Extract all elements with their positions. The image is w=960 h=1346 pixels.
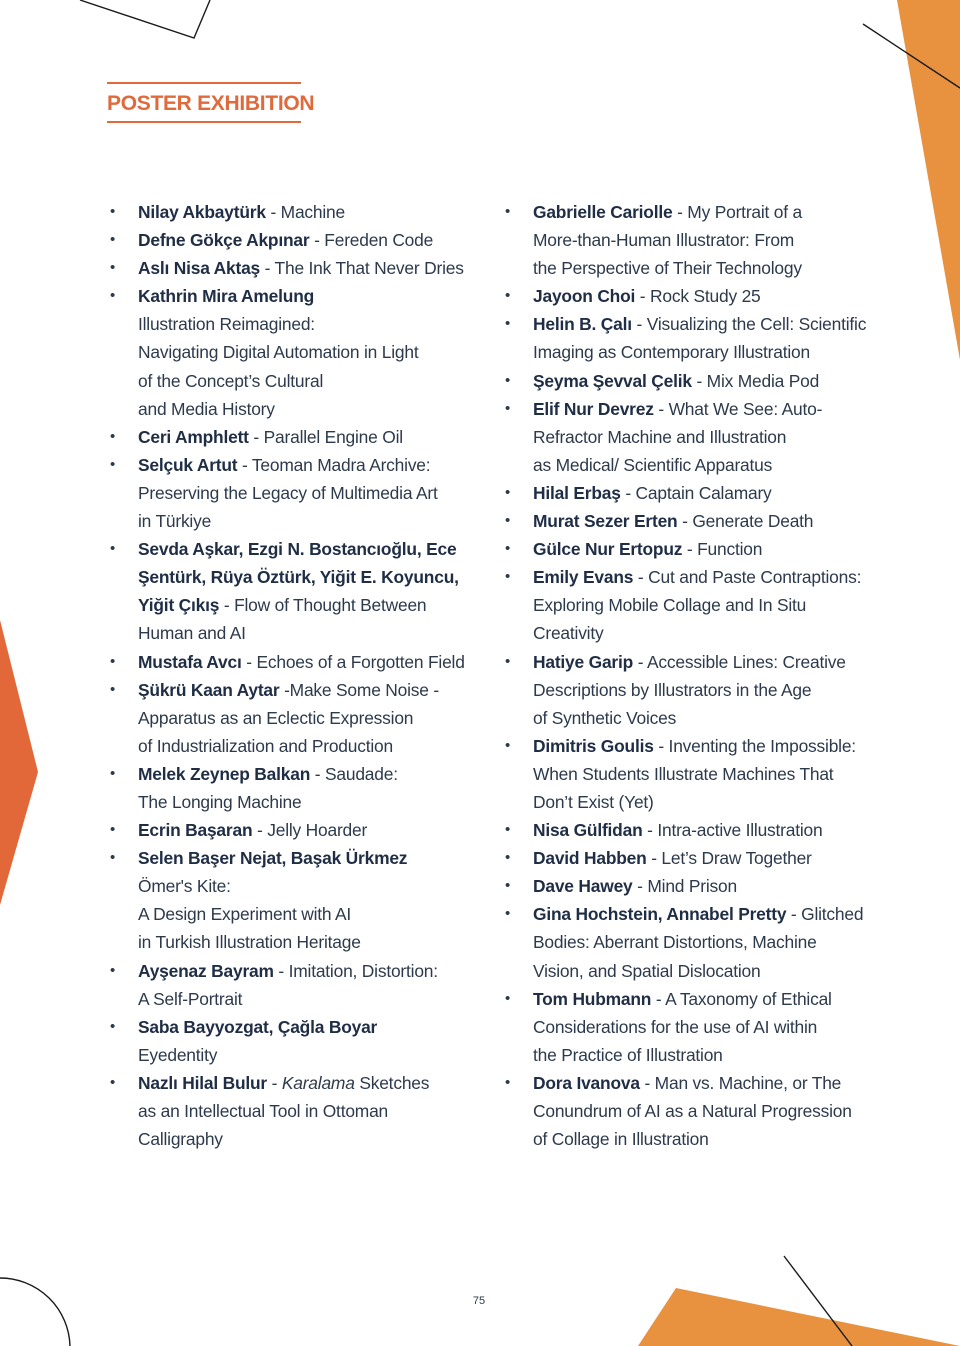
poster-title-line: of Industrialization and Production	[138, 735, 393, 756]
bullet-icon: •	[505, 287, 511, 305]
entry-line	[138, 591, 487, 619]
entry-line	[533, 844, 892, 872]
bullet-icon: •	[505, 371, 511, 389]
poster-title-line: Creativity	[533, 623, 604, 644]
participant-name: Tom Hubmann	[533, 988, 652, 1009]
entry-line	[138, 535, 487, 563]
poster-entry	[502, 367, 892, 395]
poster-entry	[502, 985, 892, 1069]
participant-name: Ceri Amphlett	[138, 426, 249, 447]
poster-title-line: the Practice of Illustration	[533, 1044, 723, 1065]
poster-title-line: of the Concept’s Cultural	[138, 370, 324, 391]
poster-entry	[502, 563, 892, 647]
entry-line	[533, 479, 892, 507]
poster-title-line: Imaging as Contemporary Illustration	[533, 342, 810, 363]
entry-line	[138, 254, 487, 282]
participant-name: Nilay Akbaytürk	[138, 202, 266, 222]
poster-entry	[107, 957, 487, 1013]
participant-name: Şentürk, Rüya Öztürk, Yiğit E. Koyuncu,	[138, 567, 459, 588]
poster-title-line: More-than-Human Illustrator: From	[533, 230, 795, 251]
top-left-line-ornament	[80, 0, 210, 38]
poster-entry	[502, 900, 892, 984]
poster-entry	[107, 535, 487, 647]
poster-title: - Accessible Lines: Creative	[633, 651, 846, 672]
poster-title: - Fereden Code	[309, 230, 434, 251]
poster-title: - Rock Study 25	[635, 286, 761, 307]
participant-name: Gülce Nur Ertopuz	[533, 539, 683, 560]
poster-title-line: Human and AI	[138, 623, 246, 644]
poster-entry	[107, 254, 487, 282]
entry-line	[533, 872, 892, 900]
bullet-icon: •	[110, 1017, 116, 1035]
poster-entry	[502, 816, 892, 844]
section-heading: POSTER EXHIBITION	[107, 82, 301, 123]
poster-entry	[107, 648, 487, 676]
entry-line	[138, 423, 487, 451]
entry-line	[533, 535, 892, 563]
poster-title-line: Ömer's Kite:	[138, 876, 231, 897]
participant-name: Saba Bayyozgat, Çağla Boyar	[138, 1016, 378, 1037]
poster-title: - Imitation, Distortion:	[273, 960, 438, 981]
bullet-icon: •	[110, 680, 116, 698]
bullet-icon: •	[110, 231, 116, 249]
poster-entry	[502, 872, 892, 900]
participant-name: Ayşenaz Bayram	[138, 960, 274, 981]
poster-entry	[502, 198, 892, 282]
participant-name: David Habben	[533, 848, 647, 869]
poster-title-line: The Longing Machine	[138, 791, 302, 812]
participant-name: Jayoon Choi	[533, 286, 636, 307]
participant-name: Sevda Aşkar, Ezgi N. Bostancıoğlu, Ece	[138, 539, 457, 560]
poster-title-line: Exploring Mobile Collage and In Situ	[533, 595, 807, 616]
left-orange-triangle	[0, 620, 38, 905]
poster-title-line: Illustration Reimagined:	[138, 314, 315, 335]
bullet-icon: •	[110, 455, 116, 473]
bullet-icon: •	[505, 540, 511, 558]
entry-line	[138, 451, 487, 479]
poster-title-line: of Collage in Illustration	[533, 1129, 709, 1150]
poster-entry	[107, 1013, 487, 1069]
participant-name: Yiğit Çıkış	[138, 595, 220, 616]
poster-title-line: Refractor Machine and Illustration	[533, 426, 787, 447]
participant-name: Kathrin Mira Amelung	[138, 286, 315, 307]
poster-entry	[107, 226, 487, 254]
entry-line	[138, 676, 487, 704]
entry-line	[138, 844, 487, 872]
poster-entry	[107, 760, 487, 816]
bottom-left-arc-ornament	[0, 1278, 70, 1346]
participant-name: Gina Hochstein, Annabel Pretty	[533, 904, 787, 925]
participant-name: Emily Evans	[533, 567, 634, 588]
bullet-icon: •	[505, 989, 511, 1007]
entry-line	[533, 816, 892, 844]
bullet-icon: •	[110, 961, 116, 979]
bullet-icon: •	[110, 540, 116, 558]
poster-title-line: Calligraphy	[138, 1129, 223, 1150]
poster-entry	[107, 816, 487, 844]
poster-title: Sketches	[354, 1072, 430, 1093]
poster-title: - Glitched	[786, 904, 864, 925]
poster-title: - Jelly Hoarder	[252, 820, 368, 841]
poster-title-line: as Medical/ Scientific Apparatus	[533, 454, 773, 475]
poster-entry	[502, 535, 892, 563]
entry-line	[138, 648, 487, 676]
bullet-icon: •	[110, 1073, 116, 1091]
poster-entry	[502, 282, 892, 310]
entry-line	[138, 198, 487, 226]
bullet-icon: •	[505, 568, 511, 586]
entry-line	[533, 507, 892, 535]
poster-entry	[107, 282, 487, 422]
entry-line	[533, 367, 892, 395]
poster-entry	[502, 310, 892, 366]
poster-title-line: Preserving the Legacy of Multimedia Art	[138, 482, 438, 503]
poster-title: - Teoman Madra Archive:	[237, 454, 431, 475]
participant-name: Nisa Gülfidan	[533, 820, 643, 841]
poster-entry	[502, 844, 892, 872]
bullet-icon: •	[110, 259, 116, 277]
entry-line	[138, 760, 487, 788]
bullet-icon: •	[505, 399, 511, 417]
poster-title: - Intra-active Illustration	[642, 820, 823, 841]
participant-name: Dave Hawey	[533, 876, 633, 897]
poster-title: - The Ink That Never Dries	[260, 258, 464, 279]
entry-line	[533, 198, 892, 226]
entry-line	[533, 648, 892, 676]
poster-title-line: Bodies: Aberrant Distortions, Machine	[533, 932, 817, 953]
bullet-icon: •	[110, 427, 116, 445]
bullet-icon: •	[505, 652, 511, 670]
entry-line	[533, 985, 892, 1013]
participant-name: Hilal Erbaş	[533, 482, 621, 503]
poster-title: - Inventing the Impossible:	[653, 735, 856, 756]
poster-entry	[107, 1069, 487, 1153]
poster-title: - Machine	[265, 202, 345, 222]
poster-title: - Parallel Engine Oil	[248, 426, 403, 447]
poster-entry	[502, 648, 892, 732]
entry-line	[533, 563, 892, 591]
poster-title-line: Don’t Exist (Yet)	[533, 791, 654, 812]
participant-name: Aslı Nisa Aktaş	[138, 258, 261, 279]
participant-name: Defne Gökçe Akpınar	[138, 230, 310, 251]
poster-title: - Generate Death	[677, 511, 814, 532]
participant-name: Dora Ivanova	[533, 1072, 640, 1093]
poster-title: - Cut and Paste Contraptions:	[633, 567, 862, 588]
poster-title-line: and Media History	[138, 398, 275, 419]
poster-entry	[502, 1069, 892, 1153]
poster-entry	[107, 676, 487, 760]
entry-line	[138, 563, 487, 591]
bullet-icon: •	[505, 849, 511, 867]
participant-name: Murat Sezer Erten	[533, 511, 678, 532]
page-number: 75	[472, 1295, 486, 1307]
poster-title-line: as an Intellectual Tool in Ottoman	[138, 1101, 389, 1121]
exhibitor-list-right	[502, 198, 892, 1153]
bullet-icon: •	[505, 736, 511, 754]
poster-title: - Function	[682, 539, 763, 560]
poster-title: - Captain Calamary	[620, 482, 772, 503]
entry-line	[533, 1069, 892, 1097]
bullet-icon: •	[505, 315, 511, 333]
entry-line	[138, 816, 487, 844]
bullet-icon: •	[505, 483, 511, 501]
poster-entry	[502, 395, 892, 479]
bullet-icon: •	[110, 652, 116, 670]
poster-title: - Man vs. Machine, or The	[639, 1072, 842, 1093]
entry-line	[533, 282, 892, 310]
entry-line	[533, 900, 892, 928]
participant-name: Selçuk Artut	[138, 454, 238, 475]
poster-entry	[107, 451, 487, 535]
entry-line	[138, 1013, 487, 1041]
poster-title: - What We See: Auto-	[653, 398, 823, 419]
bullet-icon: •	[110, 821, 116, 839]
poster-title-italic: Karalama	[281, 1072, 355, 1093]
participant-name: Dimitris Goulis	[533, 735, 654, 756]
participant-name: Helin B. Çalı	[533, 314, 632, 335]
bullet-icon: •	[505, 905, 511, 923]
bullet-icon: •	[505, 1073, 511, 1091]
poster-title-line: Considerations for the use of AI within	[533, 1016, 818, 1037]
poster-title-line: in Türkiye	[138, 511, 212, 532]
bullet-icon: •	[505, 512, 511, 530]
poster-title-line: the Perspective of Their Technology	[533, 258, 802, 279]
poster-title-line: Conundrum of AI as a Natural Progression	[533, 1101, 852, 1121]
poster-title: - My Portrait of a	[672, 202, 803, 222]
poster-title: - Mix Media Pod	[691, 370, 820, 391]
bullet-icon: •	[505, 821, 511, 839]
bullet-icon: •	[110, 203, 116, 220]
poster-title-line: Descriptions by Illustrators in the Age	[533, 679, 812, 700]
participant-name: Selen Başer Nejat, Başak Ürkmez	[138, 848, 408, 869]
poster-title-line: in Turkish Illustration Heritage	[138, 932, 361, 953]
exhibitor-list-left	[107, 198, 487, 1153]
participant-name: Hatiye Garip	[533, 651, 634, 672]
poster-title-line: When Students Illustrate Machines That	[533, 763, 834, 784]
entry-line	[533, 310, 892, 338]
poster-entry	[107, 844, 487, 956]
poster-title-line: Apparatus as an Eclectic Expression	[138, 707, 414, 728]
poster-entry	[107, 198, 487, 226]
poster-title: - Mind Prison	[632, 876, 737, 897]
poster-title-line: Navigating Digital Automation in Light	[138, 342, 419, 363]
entry-line	[138, 282, 487, 310]
poster-title-line: Vision, and Spatial Dislocation	[533, 960, 761, 981]
poster-title-line: Eyedentity	[138, 1044, 218, 1065]
bullet-icon: •	[110, 287, 116, 305]
poster-title: - Echoes of a Forgotten Field	[241, 651, 465, 672]
bullet-icon: •	[110, 764, 116, 782]
entry-line	[138, 1069, 487, 1097]
entry-line	[533, 732, 892, 760]
top-right-orange-shape	[897, 0, 960, 360]
title-separator: -	[266, 1072, 282, 1093]
participant-name: Ecrin Başaran	[138, 820, 253, 841]
poster-title: - Saudade:	[310, 763, 398, 784]
entry-line	[138, 957, 487, 985]
bullet-icon: •	[110, 849, 116, 867]
participant-name: Nazlı Hilal Bulur	[138, 1072, 267, 1093]
entry-line	[533, 395, 892, 423]
poster-title-line: A Self-Portrait	[138, 988, 243, 1009]
poster-title: - Let’s Draw Together	[646, 848, 812, 869]
participant-name: Şükrü Kaan Aytar	[138, 679, 280, 700]
participant-name: Şeyma Şevval Çelik	[533, 370, 692, 391]
bullet-icon: •	[505, 877, 511, 895]
poster-entry	[502, 507, 892, 535]
poster-entry	[502, 732, 892, 816]
participant-name: Gabrielle Cariolle	[533, 202, 673, 222]
poster-entry	[107, 423, 487, 451]
poster-title: -Make Some Noise -	[279, 679, 439, 700]
participant-name: Melek Zeynep Balkan	[138, 763, 311, 784]
poster-title: - Visualizing the Cell: Scientific	[631, 314, 867, 335]
poster-title-line: A Design Experiment with AI	[138, 904, 352, 925]
poster-entry	[502, 479, 892, 507]
entry-line	[138, 226, 487, 254]
bullet-icon: •	[505, 203, 511, 220]
poster-title: - A Taxonomy of Ethical	[651, 988, 832, 1009]
participant-name: Elif Nur Devrez	[533, 398, 654, 419]
participant-name: Mustafa Avcı	[138, 651, 242, 672]
poster-title-line: of Synthetic Voices	[533, 707, 677, 728]
poster-title: - Flow of Thought Between	[219, 595, 427, 616]
